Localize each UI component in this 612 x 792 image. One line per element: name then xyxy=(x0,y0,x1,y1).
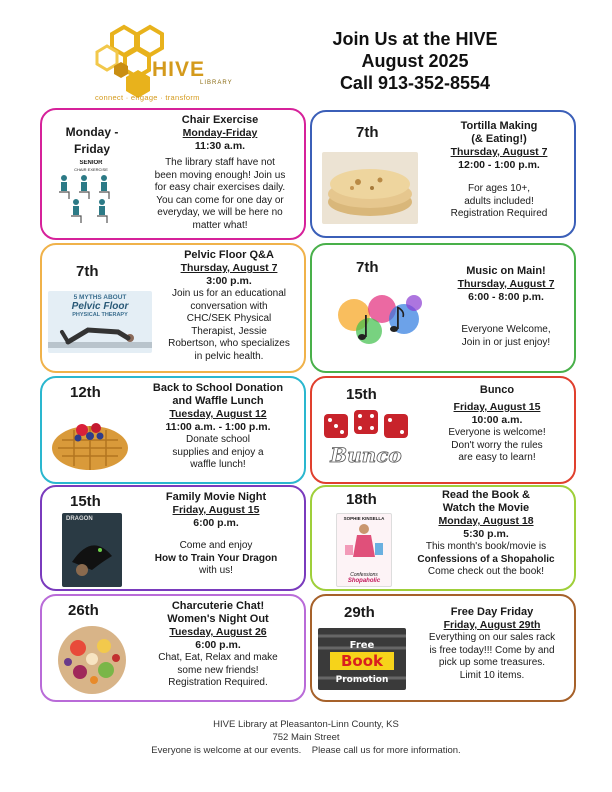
image-word: DRAGON xyxy=(66,516,93,522)
event-day: 7th xyxy=(356,124,379,141)
event-title: Pelvic Floor Q&A xyxy=(184,249,274,261)
header-line-3: Call 913-352-8554 xyxy=(339,73,491,93)
event-title: Back to School Donation xyxy=(152,382,284,394)
dragon-movie-poster xyxy=(62,513,122,587)
image-caption: SENIOR xyxy=(79,160,103,166)
image-line-3: Promotion xyxy=(335,675,389,685)
logo-subtitle: LIBRARY xyxy=(200,80,233,86)
event-description: Join us for an educational xyxy=(172,288,286,299)
event-title: Chair Exercise xyxy=(181,114,259,126)
dice-icon xyxy=(318,408,414,474)
book-title: Confessions of a Shopaholic xyxy=(417,553,555,565)
shopper-figure-icon xyxy=(337,521,391,567)
event-date: Friday, August 29th xyxy=(443,619,541,631)
event-title: Charcuterie Chat! xyxy=(171,600,265,612)
event-description: pick up some treasures. xyxy=(438,657,546,668)
event-date: Monday, August 18 xyxy=(438,515,534,527)
event-description: Join in or just enjoy! xyxy=(461,336,551,348)
event-description: matter what! xyxy=(192,219,248,231)
image-line-2: Book xyxy=(340,652,384,670)
event-description: conversation with xyxy=(190,300,268,312)
free-book-banner-icon xyxy=(318,628,406,690)
event-description: For ages 10+, xyxy=(468,183,530,194)
event-card-pelvic-floor xyxy=(40,243,306,373)
logo-tagline: connect · engage · transform xyxy=(95,93,200,102)
event-title: Family Movie Night xyxy=(165,491,267,503)
footer-address: 752 Main Street xyxy=(272,732,340,743)
event-day: 29th xyxy=(344,604,375,621)
event-description: Limit 10 items. xyxy=(459,669,525,681)
event-description: Everyone Welcome, xyxy=(461,324,551,335)
event-day: 18th xyxy=(346,491,377,508)
chair-figures-icon xyxy=(54,172,128,226)
event-description: some new friends! xyxy=(177,664,259,676)
image-line-1: Free xyxy=(349,640,375,651)
event-description: The library staff have not xyxy=(165,157,275,168)
chair-exercise-image xyxy=(54,160,128,226)
event-card-family-movie-night xyxy=(40,485,306,591)
event-card-tortilla-making xyxy=(310,110,576,238)
event-title-line-2: Watch the Movie xyxy=(442,502,530,514)
event-description: Registration Required xyxy=(450,208,548,219)
page-header xyxy=(310,28,520,94)
event-description: in pelvic health. xyxy=(194,350,264,362)
event-card-free-day-friday xyxy=(310,594,576,702)
event-description: with us! xyxy=(199,565,233,576)
event-day: 15th xyxy=(70,493,101,510)
bridge-pose-icon xyxy=(48,318,152,348)
tortilla-image xyxy=(322,152,418,224)
event-date: Friday, August 15 xyxy=(453,401,541,413)
image-title-1: Confessions xyxy=(350,572,378,578)
event-day: 7th xyxy=(356,259,379,276)
header-line-1: Join Us at the HIVE xyxy=(332,29,498,49)
footer-note: Everyone is welcome at our events. Please call us for more information. xyxy=(151,745,461,756)
event-date: Thursday, August 7 xyxy=(450,146,548,158)
event-description: Registration Required. xyxy=(168,677,268,688)
movie-title: How to Train Your Dragon xyxy=(154,552,278,564)
footer-library-name: HIVE Library at Pleasanton-Linn County, KS xyxy=(213,719,399,730)
event-description: Donate school xyxy=(186,434,250,445)
tortilla-stack-icon xyxy=(322,152,418,224)
event-day: 12th xyxy=(70,384,101,401)
event-description: Everything on our sales rack xyxy=(428,632,556,643)
image-author: SOPHIE KINSELLA xyxy=(343,516,385,521)
event-description: This month's book/movie is xyxy=(425,541,547,552)
event-day: 7th xyxy=(76,263,99,280)
event-title: Read the Book & xyxy=(441,489,530,501)
event-day-line-2: Friday xyxy=(73,142,110,156)
event-description: for easy chair exercises daily. xyxy=(154,182,286,193)
event-card-charcuterie-chat xyxy=(40,594,306,702)
event-description: CHC/SEK Physical xyxy=(186,313,272,324)
event-card-waffle-lunch xyxy=(40,376,306,484)
waffle-image xyxy=(48,406,132,476)
waffle-icon xyxy=(48,406,132,476)
event-time: 10:00 a.m. xyxy=(471,414,523,426)
event-description: been moving enough! Join us xyxy=(154,169,286,181)
event-description: adults included! xyxy=(464,195,534,207)
event-description: You can come for one day or xyxy=(156,194,284,206)
event-time: 6:00 - 8:00 p.m. xyxy=(468,291,544,303)
event-description: is free today!!! Come by and xyxy=(429,644,555,656)
event-description: waffle lunch! xyxy=(190,459,246,470)
event-date: Thursday, August 7 xyxy=(180,262,278,274)
image-caption-title: Pelvic Floor xyxy=(71,301,129,312)
event-description: everyday, we will be here no xyxy=(157,207,283,218)
event-time: 6:00 p.m. xyxy=(193,517,239,529)
event-description: Come check out the book! xyxy=(427,566,545,577)
event-date: Tuesday, August 26 xyxy=(169,626,267,638)
event-title: Free Day Friday xyxy=(450,606,534,618)
event-title: Tortilla Making xyxy=(460,120,538,132)
event-title: Bunco xyxy=(479,384,515,396)
book-cover-image xyxy=(336,513,392,587)
event-title-line-2: (& Eating!) xyxy=(471,133,527,145)
event-day: 26th xyxy=(68,602,99,619)
event-day: 15th xyxy=(346,386,377,403)
image-word: Bunco xyxy=(330,443,402,467)
event-title-line-2: and Waffle Lunch xyxy=(172,395,264,407)
event-date: Tuesday, August 12 xyxy=(169,408,267,420)
event-description: Robertson, who specializes xyxy=(168,338,290,349)
event-title: Music on Main! xyxy=(466,265,546,277)
image-title-2: Shopaholic xyxy=(347,578,381,584)
image-caption-sub: PHYSICAL THERAPY xyxy=(72,312,128,318)
pelvic-floor-image xyxy=(48,291,152,353)
dragon-icon xyxy=(62,522,122,586)
event-time: 3:00 p.m. xyxy=(206,275,252,287)
event-description: Chat, Eat, Relax and make xyxy=(158,652,278,663)
image-caption: 5 MYTHS ABOUT xyxy=(73,294,127,301)
event-description: Therapist, Jessie xyxy=(191,325,267,337)
event-description: are easy to learn! xyxy=(458,452,536,463)
event-time: 6:00 p.m. xyxy=(195,639,241,651)
free-book-promotion-image xyxy=(318,628,406,690)
event-time: 12:00 - 1:00 p.m. xyxy=(458,159,540,171)
event-time: 5:30 p.m. xyxy=(463,528,509,540)
header-line-2: August 2025 xyxy=(361,51,469,71)
charcuterie-board-image xyxy=(54,624,130,696)
event-card-book-and-movie xyxy=(310,485,576,591)
event-card-bunco xyxy=(310,376,576,484)
event-card-music-on-main xyxy=(310,243,576,373)
event-description: Everyone is welcome! xyxy=(448,427,546,438)
event-date: Monday-Friday xyxy=(182,127,258,139)
music-notes-icon xyxy=(324,285,436,357)
bunco-dice-image xyxy=(318,408,414,474)
event-description: Come and enjoy xyxy=(179,540,253,551)
charcuterie-board-icon xyxy=(54,624,130,696)
image-caption-sub: CHAIR EXERCISE xyxy=(74,167,108,172)
event-date: Thursday, August 7 xyxy=(457,278,555,290)
event-day-line-1: Monday - xyxy=(65,125,119,139)
event-description: supplies and enjoy a xyxy=(172,446,264,458)
event-date: Friday, August 15 xyxy=(172,504,260,516)
event-time: 11:30 a.m. xyxy=(194,140,246,152)
event-card-chair-exercise xyxy=(40,108,306,240)
event-title-line-2: Women's Night Out xyxy=(167,613,269,625)
music-notes-image xyxy=(324,285,436,357)
event-time: 11:00 a.m. - 1:00 p.m. xyxy=(165,421,271,433)
event-description: Don't worry the rules xyxy=(451,439,543,451)
logo-name: HIVE xyxy=(152,58,206,81)
